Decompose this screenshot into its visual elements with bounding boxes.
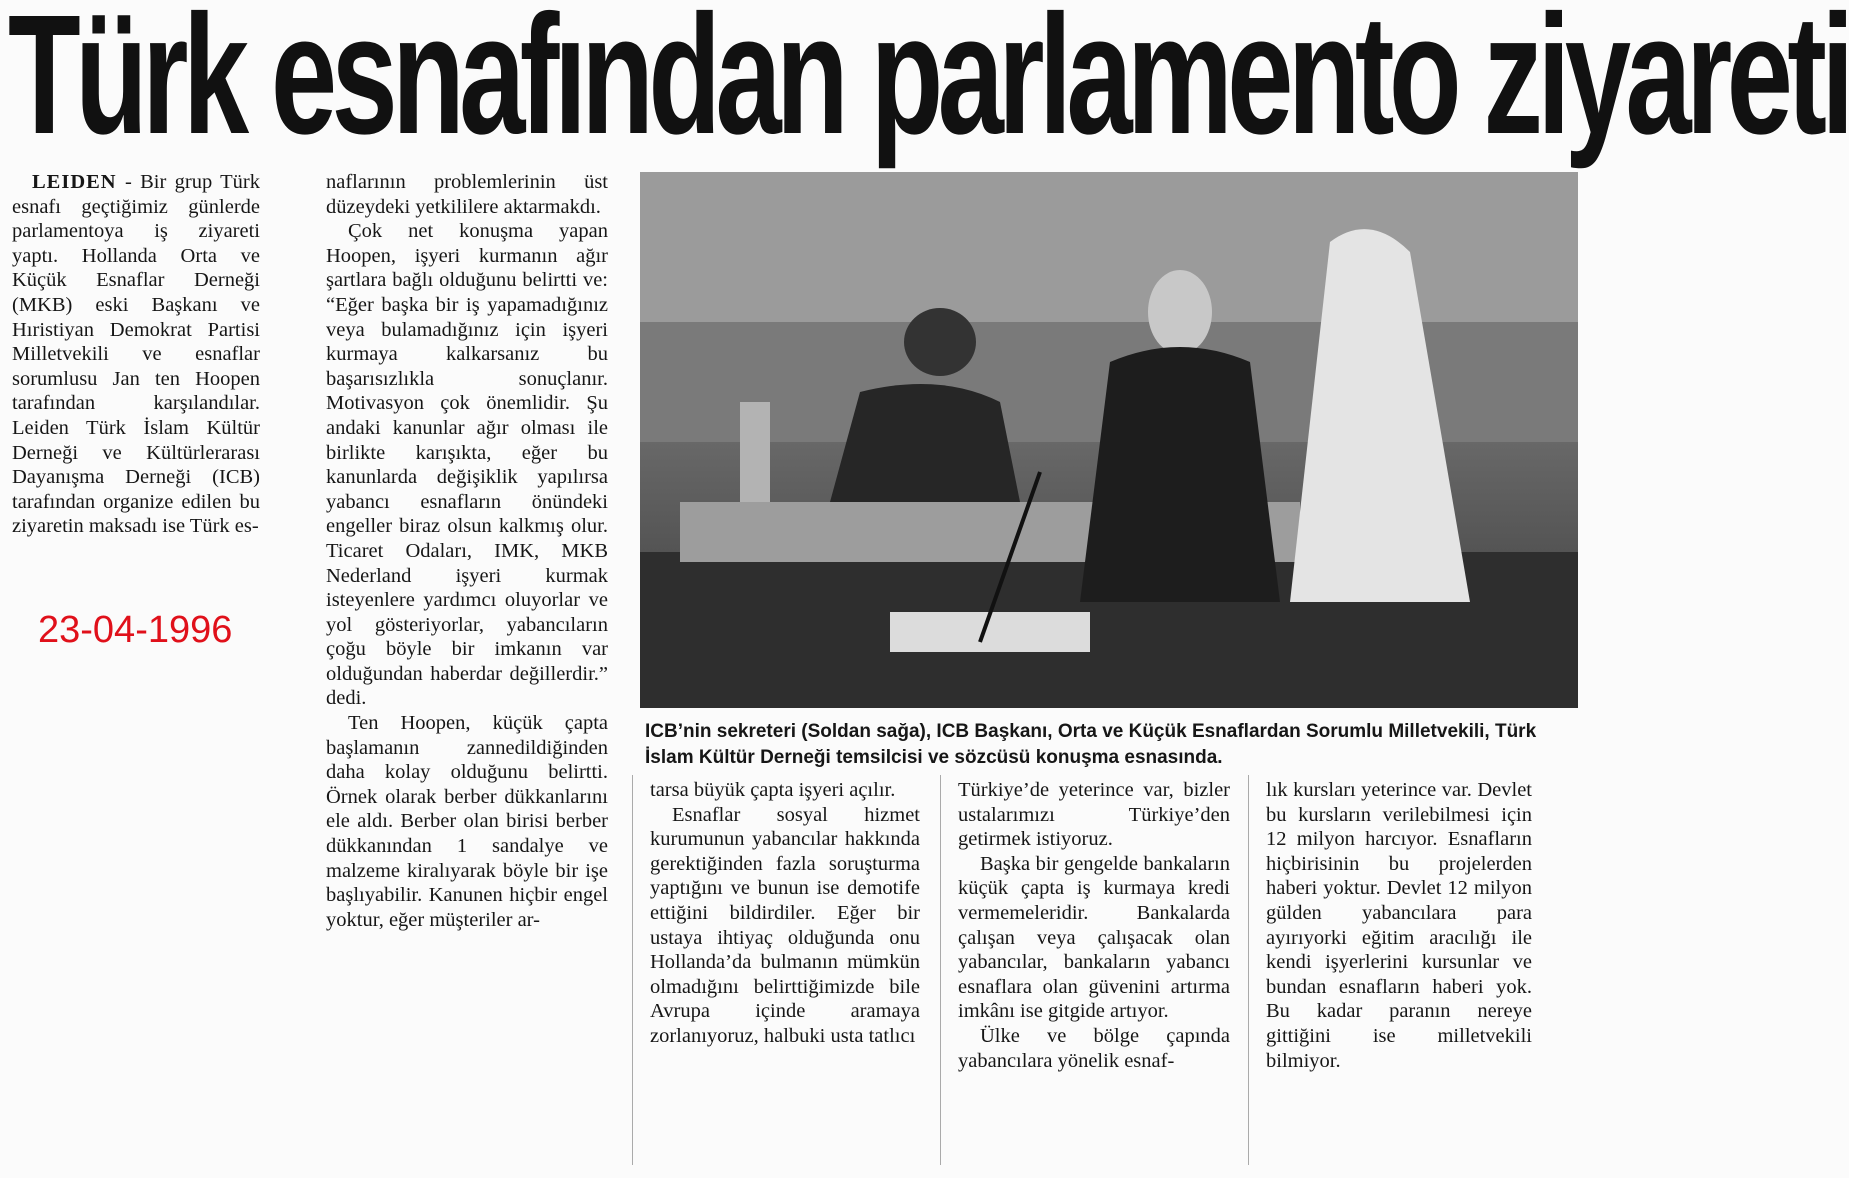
lead-paragraph bbox=[12, 170, 260, 539]
column-divider bbox=[1248, 775, 1249, 1165]
column-5 bbox=[1266, 778, 1532, 1073]
dateline: LEIDEN bbox=[32, 171, 117, 193]
column-4-paragraph-3: Ülke ve bölge çapında yabancılara yönelik esnaf- bbox=[958, 1024, 1230, 1072]
date-stamp: 23-04-1996 bbox=[38, 609, 233, 651]
column-3 bbox=[650, 778, 920, 1049]
column-4-paragraph-2: Başka bir gengelde bankaların küçük çapta iş kurmaya kredi vermemeleridir. Bankalarda çalışan veya çalışacak olan yabancılar, bankaların yabancı esnaflara olan güvenini artırma imkânı ise gitgide artıyor. bbox=[958, 852, 1230, 1023]
column-4-paragraph-1: Türkiye’de yeterince var, bizler ustalarımızı Türkiye’den getirmek istiyoruz. bbox=[958, 779, 1230, 851]
column-3-paragraph-2: Esnaflar sosyal hizmet kurumunun yabancılar hakkında gerektiğinden fazla soruşturma yaptığını ve bunun ise demotife ettiğini bildirdiler. Eğer bir ustaya ihtiyaç olduğunda onu Hollanda’da bulmanın mümkün olmadığını belirttiğimizde bile Avrupa içinde aramaya zorlanıyoruz, halbuki usta tatlıcı bbox=[650, 803, 920, 1047]
column-2 bbox=[326, 170, 608, 932]
column-2-paragraph-2: Çok net konuşma yapan Hoopen, işyeri kurmanın ağır şartlara bağlı olduğunu belirtti ve: “Eğer başka bir iş yapamadığınız veya bulamadığınız için işyeri kurmaya kalkarsanız bu başarısızlıkla sonuçlanır. Motivasyon çok önemlidir. Şu andaki kanunlar ağır olması ile birlikte karışıkta, eğer bu kanunlarda değişiklik yapılırsa yabancı esnafların önündeki engeller biraz olsun kalkmış olur. Ticaret Odaları, IMK, MKB Nederland işyeri kurmak isteyenlere yardımcı oluyorlar ve yol gösteriyorlar, yabancıların çoğu böyle bir imkanın var olduğundan haberdar değillerdir.” dedi. bbox=[326, 220, 608, 710]
column-4 bbox=[958, 778, 1230, 1073]
column-divider bbox=[940, 775, 941, 1165]
headline: Türk esnafından parlamento ziyareti bbox=[8, 0, 1849, 170]
column-3-paragraph-1: tarsa büyük çapta işyeri açılır. bbox=[650, 779, 896, 801]
column-2-paragraph-1: naflarının problemlerinin üst düzeydeki yetkililere aktarmakdı. bbox=[326, 171, 608, 218]
photo-icon bbox=[640, 172, 1578, 708]
column-1 bbox=[12, 170, 260, 539]
column-5-paragraph-1: lık kursları yeterince var. Devlet bu kursların verilebilmesi için 12 milyon harcıyor. Esnafların hiçbirisinin bu projelerden haberi yoktur. Devlet 12 milyon gülden yabancılara para ayırıyorki eğitim aracılığı ile kendi işyerlerini kursunlar ve bundan esnafların haberi yok. Bu kadar paranın nereye gittiğini ise milletvekili bilmiyor. bbox=[1266, 779, 1532, 1072]
news-photo bbox=[640, 172, 1578, 708]
column-2-paragraph-3: Ten Hoopen, küçük çapta başlamanın zannedildiğinden daha kolay olduğunu belirtti. Örnek olarak berber dükkanlarını ele aldı. Berber olan birisi berber dükkanından 1 sandalye ve malzeme kiralıyarak böyle bir işe başlıyabilir. Kanunen hiçbir engel yoktur, eğer müşteriler ar- bbox=[326, 712, 608, 931]
column-divider bbox=[632, 775, 633, 1165]
photo-caption: ICB’nin sekreteri (Soldan sağa), ICB Başkanı, Orta ve Küçük Esnaflardan Sorumlu Milletvekili, Türk İslam Kültür Derneği temsilcisi ve sözcüsü konuşma esnasında. bbox=[645, 721, 1537, 768]
lead-text: - Bir grup Türk esnafı geçtiğimiz günlerde parlamentoya iş ziyareti yaptı. Hollanda Orta ve Küçük Esnaflar Derneği (MKB) eski Başkanı ve Hıristiyan Demokrat Partisi Milletvekili ve esnaflar sorumlusu Jan ten Hoopen tarafından karşılandılar. Leiden Türk İslam Kültür Derneği ve Kültürlerarası Dayanışma Derneği (ICB) tarafından organize edilen bu ziyaretin maksadı ise Türk es- bbox=[12, 171, 260, 538]
